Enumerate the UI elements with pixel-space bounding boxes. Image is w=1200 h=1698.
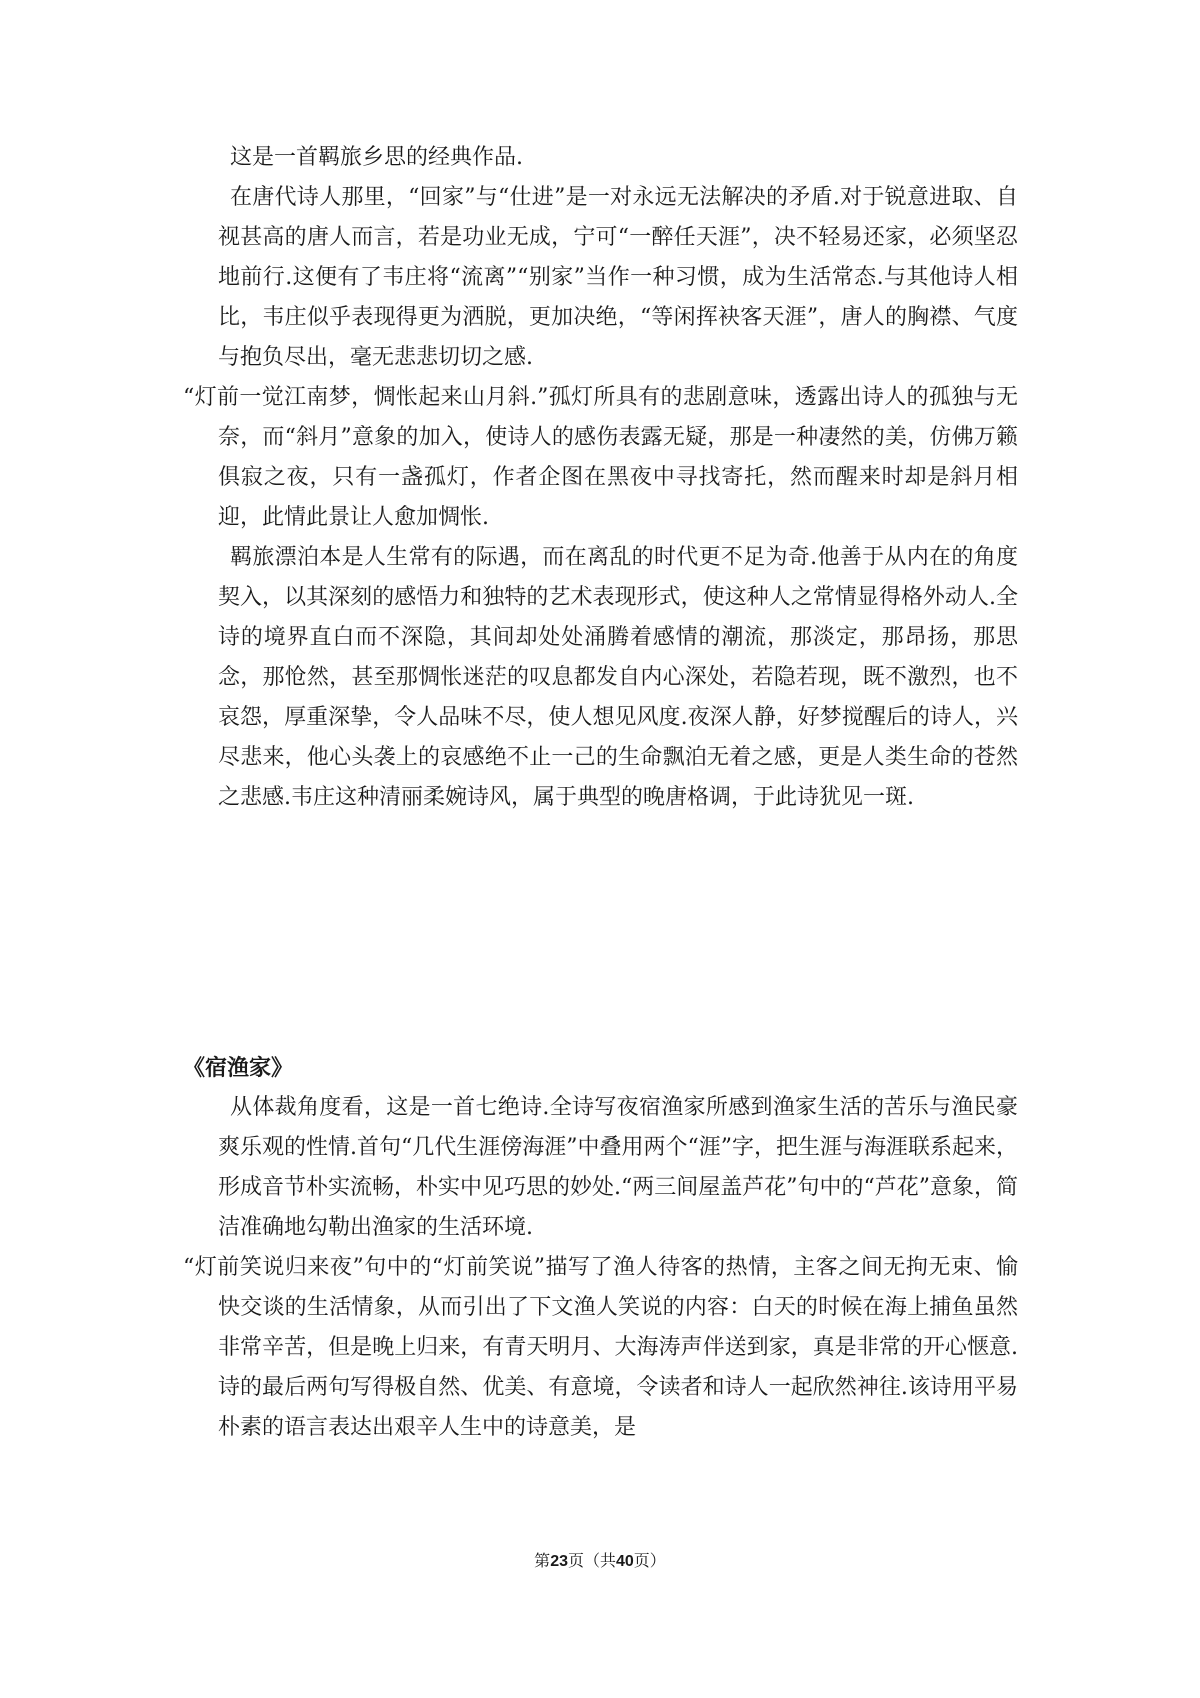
section-title: 《宿渔家》 <box>183 1055 294 1081</box>
paragraph-return-vs-career: 在唐代诗人那里，“回家”与“仕进”是一对永远无法解决的矛盾.对于锐意进取、自视甚高的唐人而言，若是功业无成，宁可“一醉任天涯”，决不轻易还家，必须坚忍地前行.这便有了韦庄将“流离”“别家”当作一种习惯，成为生活常态.与其他诗人相比，韦庄似乎表现得更为洒脱，更加决绝，“等闲挥袂客天涯”，唐人的胸襟、气度与抱负尽出，毫无悲悲切切之感. <box>218 185 1018 370</box>
footer-suffix: 页） <box>633 1553 666 1570</box>
paragraph-lamp-dream: “灯前一觉江南梦，惆怅起来山月斜.”孤灯所具有的悲剧意味，透露出诗人的孤独与无奈，而“斜月”意象的加入，使诗人的感伤表露无疑，那是一种凄然的美，仿佛万籁俱寂之夜，只有一盏孤灯，作者企图在黑夜中寻找寄托，然而醒来时却是斜月相迎，此情此景让人愈加惆怅. <box>183 385 1018 530</box>
footer-middle: 页（共 <box>567 1553 616 1570</box>
paragraph-genre: 从体裁角度看，这是一首七绝诗.全诗写夜宿渔家所感到渔家生活的苦乐与渔民豪爽乐观的性情.首句“几代生涯傍海涯”中叠用两个“涯”字，把生涯与海涯联系起来，形成音节朴实流畅，朴实中见巧思的妙处.“两三间屋盖芦花”句中的“芦花”意象，简洁准确地勾勒出渔家的生活环境. <box>218 1095 1018 1240</box>
paragraph-lamp-laugh: “灯前笑说归来夜”句中的“灯前笑说”描写了渔人待客的热情，主客之间无拘无束、愉快交谈的生活情象，从而引出了下文渔人笑说的内容：白天的时候在海上捕鱼虽然非常辛苦，但是晚上归来，有青天明月、大海涛声伴送到家，真是非常的开心惬意.诗的最后两句写得极自然、优美、有意境，令读者和诗人一起欣然神往.该诗用平易朴素的语言表达出艰辛人生中的诗意美，是 <box>183 1255 1018 1440</box>
page-footer <box>0 1550 1200 1574</box>
page-number: 23 <box>550 1553 568 1570</box>
footer-prefix: 第 <box>534 1553 551 1570</box>
total-pages: 40 <box>616 1553 634 1570</box>
paragraph-intro: 这是一首羁旅乡思的经典作品. <box>230 145 523 170</box>
paragraph-wandering: 羁旅漂泊本是人生常有的际遇，而在离乱的时代更不足为奇.他善于从内在的角度契入，以其深刻的感悟力和独特的艺术表现形式，使这种人之常情显得格外动人.全诗的境界直白而不深隐，其间却处处涌腾着感情的潮流，那淡定，那昂扬，那思念，那怆然，甚至那惆怅迷茫的叹息都发自内心深处，若隐若现，既不激烈，也不哀怨，厚重深挚，令人品味不尽，使人想见风度.夜深人静，好梦搅醒后的诗人，兴尽悲来，他心头袭上的哀感绝不止一己的生命飘泊无着之感，更是人类生命的苍然之悲感.韦庄这种清丽柔婉诗风，属于典型的晚唐格调，于此诗犹见一斑. <box>218 545 1018 810</box>
